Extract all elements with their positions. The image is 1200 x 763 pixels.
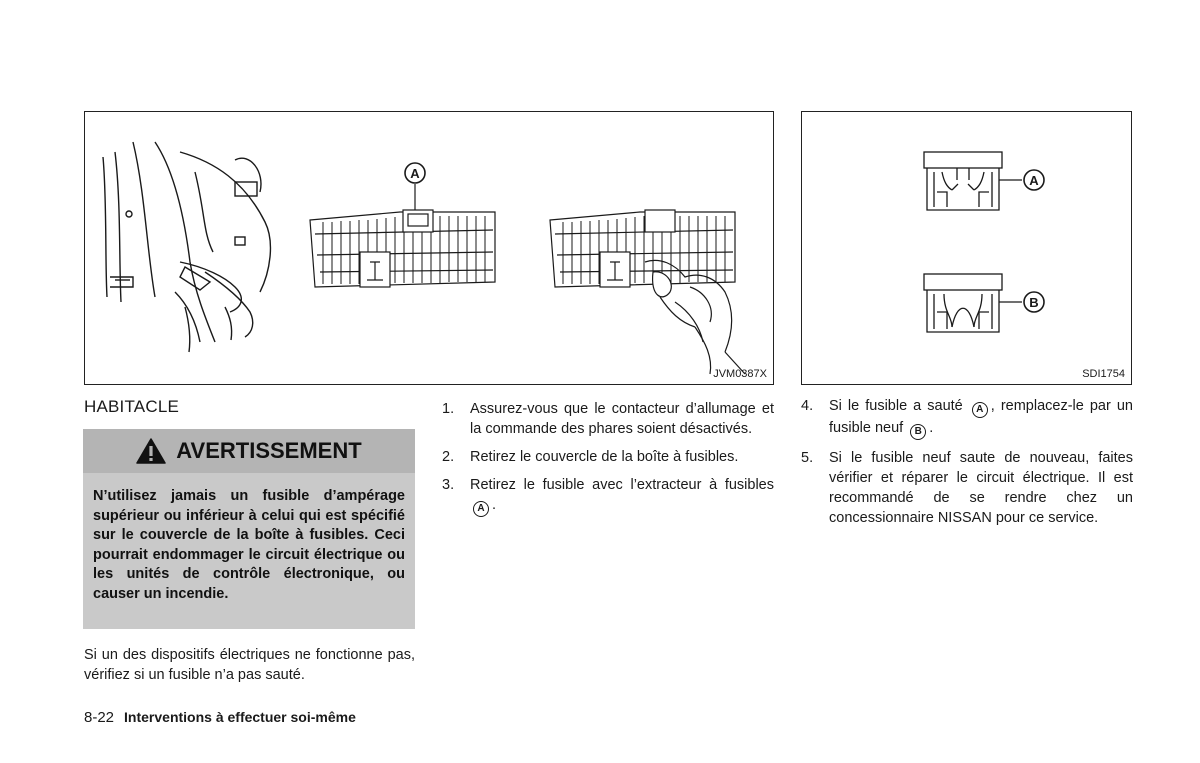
- step-item: [801, 396, 1133, 440]
- warning-header: [83, 429, 415, 473]
- callout-b-label-right: B: [1029, 295, 1039, 310]
- step-number: 1.: [442, 401, 455, 417]
- section-title: HABITACLE: [84, 397, 180, 416]
- step-number: 5.: [801, 450, 814, 466]
- step-item: [442, 475, 774, 517]
- intro-paragraph: Si un des dispositifs électriques ne fonctionne pas, vérifiez si un fusible n’a pas sauté.: [84, 647, 415, 683]
- step-item: [442, 447, 774, 467]
- steps-column-right: [801, 396, 1133, 536]
- step-text-end: .: [492, 497, 497, 513]
- figure-fuse-comparison: [801, 111, 1132, 385]
- step-item: [442, 399, 774, 439]
- callout-a-label: A: [410, 166, 420, 181]
- fuse-box-illustration: [85, 112, 773, 384]
- step-text: Si le fusible a sauté: [829, 398, 963, 414]
- ref-a-icon: A: [473, 501, 489, 517]
- step-text-end: .: [929, 420, 934, 436]
- callout-a-label-right: A: [1029, 173, 1039, 188]
- warning-text: N’utilisez jamais un fusible d’ampérage supérieur ou inférieur à celui qui est spécifié sur le couvercle de la boîte à fusibles. Ceci pourrait endommager le circuit électrique ou les unités de contrôle électronique, ou causer un incendie.: [93, 488, 405, 602]
- figure-code-right: SDI1754: [1082, 368, 1125, 380]
- ref-a-icon: A: [972, 402, 988, 418]
- step-text: Assurez-vous que le contacteur d’allumage et la commande des phares soient désactivés.: [470, 401, 774, 437]
- step-text: Retirez le fusible avec l’extracteur à fusibles: [470, 477, 774, 493]
- page-number: 8-22: [84, 709, 115, 726]
- chapter-title: Interventions à effectuer soi-même: [124, 709, 356, 725]
- warning-label: AVERTISSEMENT: [176, 438, 362, 463]
- step-number: 2.: [442, 449, 455, 465]
- step-item: [801, 448, 1133, 528]
- figure-code-left: JVM0387X: [713, 368, 767, 380]
- warning-box: [83, 429, 415, 629]
- fuse-comparison-illustration: [802, 112, 1131, 384]
- step-number: 4.: [801, 398, 814, 414]
- step-text: Si le fusible neuf saute de nouveau, faites vérifier et réparer le circuit électrique. Il est recommandé de se rendre chez un concessionnaire NISSAN pour ce service.: [829, 450, 1133, 526]
- step-text: Retirez le couvercle de la boîte à fusibles.: [470, 449, 739, 465]
- figure-fuse-box: [84, 111, 774, 385]
- step-text-middle: , remplacez-le par un fusible neuf: [829, 398, 1133, 436]
- page-footer: [84, 709, 356, 726]
- ref-b-icon: B: [910, 424, 926, 440]
- step-number: 3.: [442, 477, 455, 493]
- steps-column-middle: [442, 399, 774, 525]
- warning-triangle-icon: [136, 438, 166, 464]
